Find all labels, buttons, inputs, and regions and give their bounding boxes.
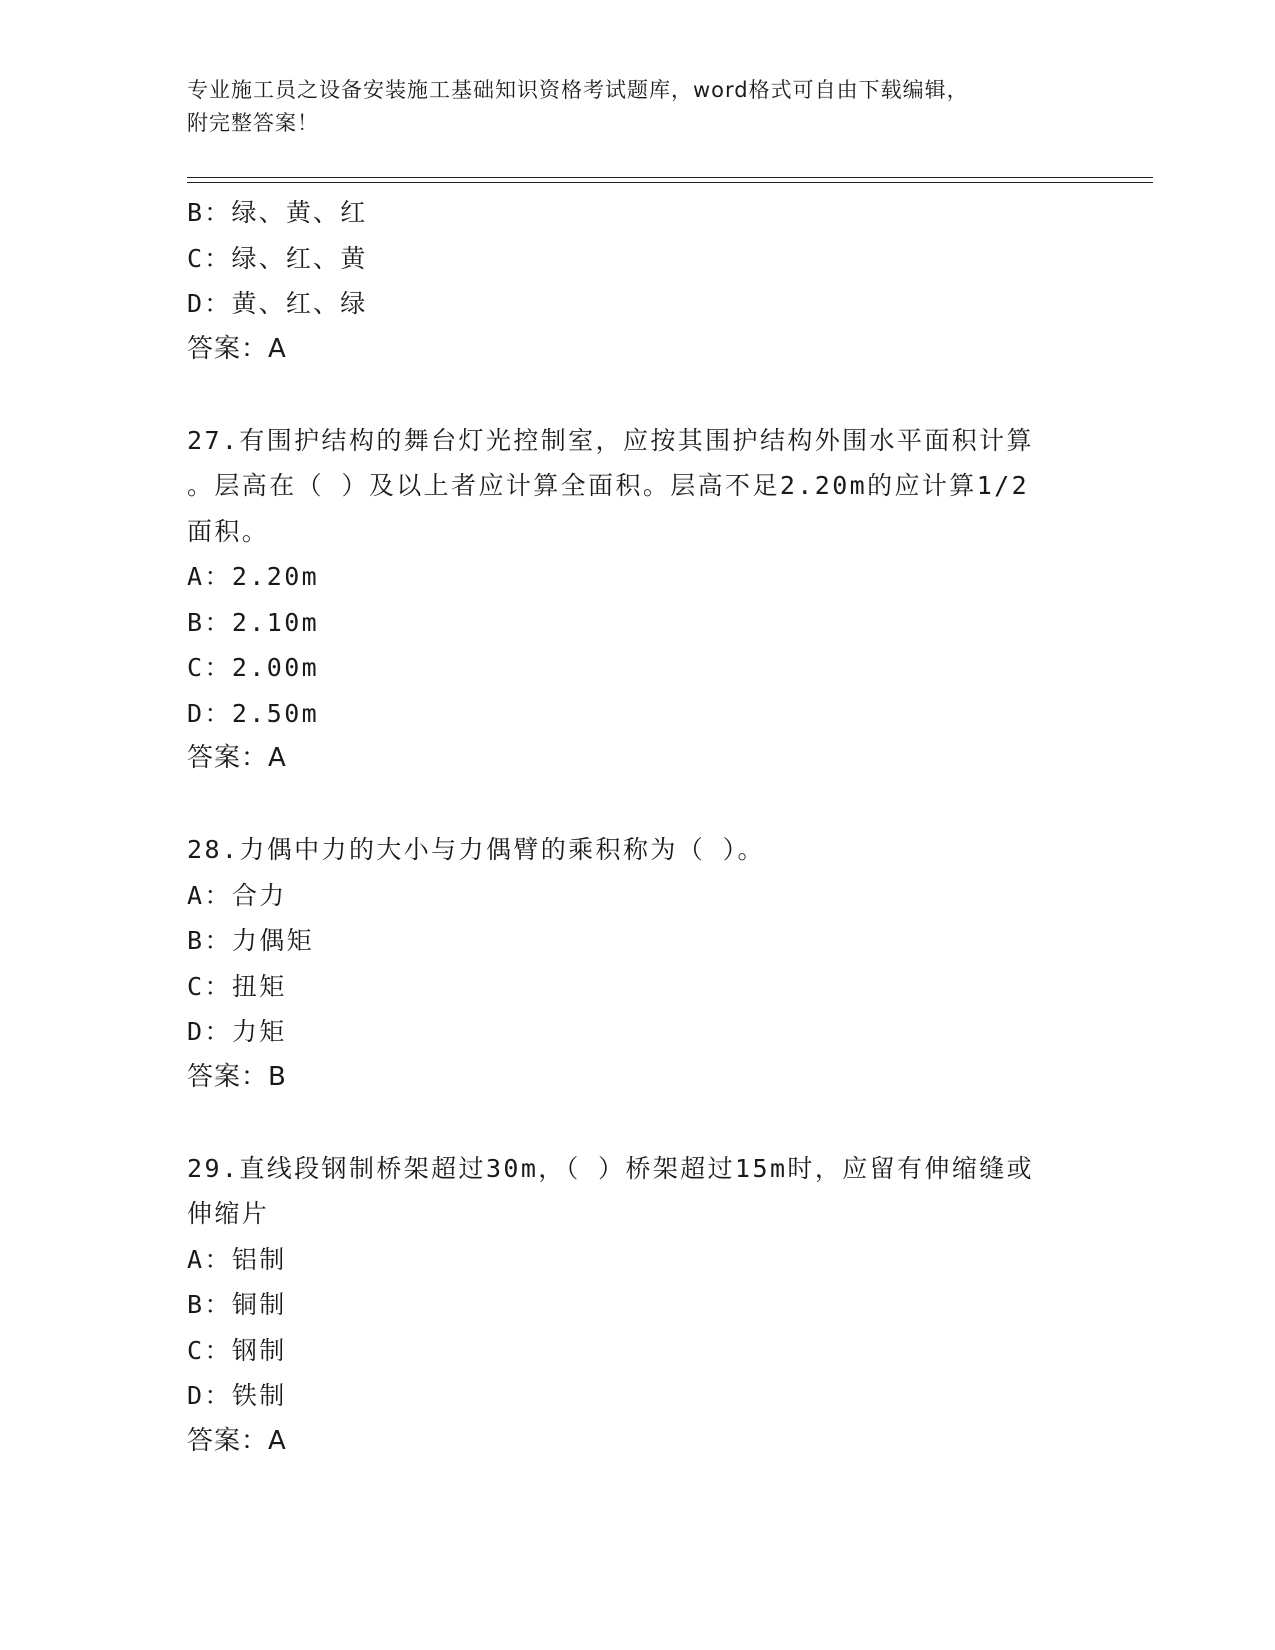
option-b: B：绿、黄、红 <box>187 198 368 227</box>
document-header <box>187 74 1087 140</box>
answer-line: 答案：B <box>187 1061 287 1092</box>
header-divider-top <box>187 177 1153 178</box>
option-a: A：2.20m <box>187 562 320 591</box>
prev-question-block <box>187 190 1087 372</box>
question-27-text-line-2: 。层高在（ ）及以上者应计算全面积。层高不足2.20m的应计算1/2 <box>187 471 1030 500</box>
option-d: D：力矩 <box>187 1017 287 1046</box>
option-d: D：铁制 <box>187 1381 287 1410</box>
option-a: A：铝制 <box>187 1244 287 1274</box>
spacer <box>187 372 1087 418</box>
option-c: C：钢制 <box>187 1335 287 1365</box>
option-c: C：2.00m <box>187 653 320 682</box>
question-29-text-line-1: 29.直线段钢制桥架超过30m，（ ）桥架超过15m时，应留有伸缩缝或 <box>187 1153 1035 1183</box>
option-b: B：铜制 <box>187 1290 287 1319</box>
answer-line: 答案：A <box>187 743 287 773</box>
option-b: B：力偶矩 <box>187 926 315 955</box>
header-line-1: 专业施工员之设备安装施工基础知识资格考试题库，word格式可自由下载编辑， <box>187 78 969 102</box>
spacer <box>187 1100 1087 1146</box>
spacer <box>187 782 1087 828</box>
question-29-block <box>187 1146 1087 1465</box>
question-28-block <box>187 827 1087 1100</box>
question-28-text-line-1: 28.力偶中力的大小与力偶臂的乘积称为（ ）。 <box>187 835 765 864</box>
header-line-2: 附完整答案！ <box>187 111 319 135</box>
option-d: D：黄、红、绿 <box>187 289 368 318</box>
question-27-text-line-3: 面积。 <box>187 516 270 546</box>
question-27-block <box>187 418 1087 782</box>
option-a: A：合力 <box>187 880 287 910</box>
option-c: C：扭矩 <box>187 971 287 1001</box>
answer-line: 答案：A <box>187 333 287 364</box>
question-27-text-line-1: 27.有围护结构的舞台灯光控制室，应按其围护结构外围水平面积计算 <box>187 425 1034 455</box>
option-b: B：2.10m <box>187 607 320 637</box>
question-29-text-line-2: 伸缩片 <box>187 1199 270 1228</box>
option-d: D：2.50m <box>187 698 320 728</box>
answer-line: 答案：A <box>187 1425 287 1456</box>
document-body <box>187 190 1087 1464</box>
option-c: C：绿、红、黄 <box>187 243 368 273</box>
header-divider-bottom <box>187 182 1153 183</box>
